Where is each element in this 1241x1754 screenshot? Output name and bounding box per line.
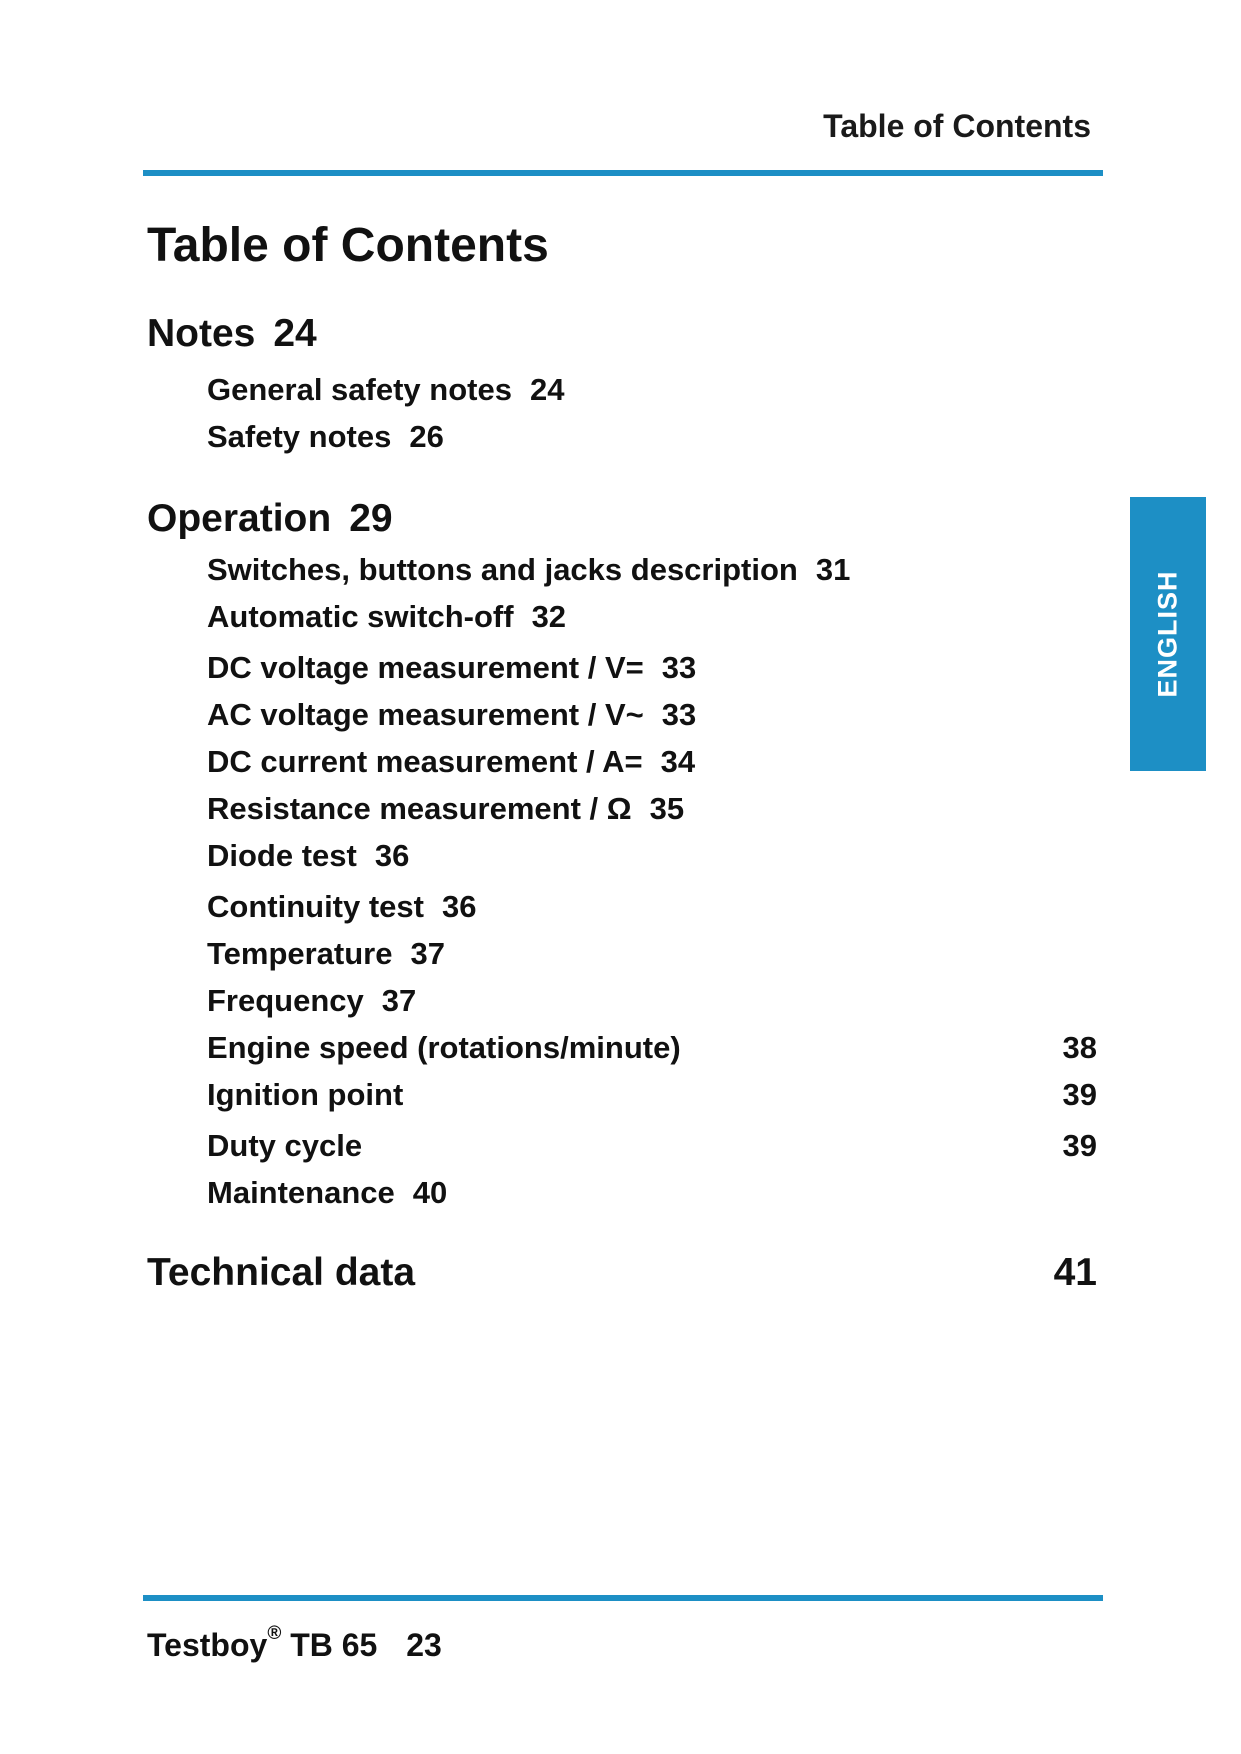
toc-item-label: Continuity test [207,889,424,924]
toc-item-page[interactable]: 39 [1062,1077,1097,1112]
language-tab [1130,497,1206,771]
toc-item-resistance[interactable] [207,791,684,827]
toc-item-label: Maintenance [207,1175,395,1210]
toc-item-page: 33 [661,650,697,685]
toc-item-continuity-test[interactable] [207,889,476,925]
toc-item-page: 24 [529,372,565,407]
toc-item-label: Duty cycle [207,1128,363,1163]
language-tab-label: ENGLISH [1152,570,1183,698]
header-rule [143,170,1103,176]
toc-item-label: DC current measurement / A= [207,744,643,779]
toc-item-label: Temperature [207,936,393,971]
toc-item-ignition-point[interactable] [207,1077,403,1113]
toc-item-page: 37 [381,983,417,1018]
toc-item-page: 35 [649,791,685,826]
toc-section-notes[interactable] [147,312,317,356]
toc-section-technical-data[interactable] [147,1251,415,1295]
toc-item-page[interactable]: 38 [1062,1030,1097,1065]
toc-item-page: 33 [661,697,697,732]
toc-item-page: 32 [531,599,567,634]
toc-item-switches[interactable] [207,552,850,588]
toc-item-maintenance[interactable] [207,1175,447,1211]
toc-section-label: Notes [147,312,256,355]
toc-item-page[interactable]: 39 [1062,1128,1097,1163]
toc-section-operation[interactable] [147,497,393,541]
footer-rule [143,1595,1103,1601]
toc-item-page: 40 [412,1175,448,1210]
footer-brand: Testboy [147,1627,268,1663]
toc-item-automatic-switch-off[interactable] [207,599,566,635]
toc-item-label: Ignition point [207,1077,404,1112]
toc-item-label: Safety notes [207,419,392,454]
toc-section-page: 24 [273,312,317,355]
toc-item-label: AC voltage measurement / V~ [207,697,644,732]
footer-page-number: 23 [406,1627,442,1663]
toc-item-duty-cycle[interactable] [207,1128,362,1164]
toc-item-page: 37 [410,936,445,971]
toc-item-safety-notes[interactable] [207,419,444,455]
registered-mark: ® [267,1623,282,1644]
toc-section-label: Operation [147,497,332,540]
toc-item-label: Frequency [207,983,364,1018]
toc-item-frequency[interactable] [207,983,416,1019]
toc-section-page: 29 [349,497,393,540]
toc-item-page: 31 [815,552,851,587]
toc-item-label: Engine speed (rotations/minute) [207,1030,681,1065]
page-title: Table of Contents [147,219,549,272]
running-header: Table of Contents [823,108,1091,144]
footer-model: TB 65 [290,1627,378,1663]
toc-item-label: Resistance measurement / Ω [207,791,632,826]
toc-item-diode-test[interactable] [207,838,409,874]
toc-item-ac-voltage[interactable] [207,697,696,733]
toc-item-temperature[interactable] [207,936,445,972]
toc-section-page[interactable]: 41 [1053,1251,1097,1294]
toc-item-label: General safety notes [207,372,512,407]
toc-item-page: 34 [660,744,696,779]
toc-item-label: Automatic switch-off [207,599,514,634]
toc-item-dc-voltage[interactable] [207,650,696,686]
toc-item-general-safety-notes[interactable] [207,372,564,408]
toc-item-dc-current[interactable] [207,744,695,780]
toc-section-label: Technical data [147,1251,416,1294]
toc-item-page: 36 [442,889,477,924]
toc-item-engine-speed[interactable] [207,1030,681,1066]
toc-item-label: Diode test [207,838,357,873]
footer [147,1623,442,1664]
toc-item-page: 36 [374,838,410,873]
toc-item-label: DC voltage measurement / V= [207,650,644,685]
toc-item-page: 26 [409,419,444,454]
toc-item-label: Switches, buttons and jacks description [207,552,798,587]
